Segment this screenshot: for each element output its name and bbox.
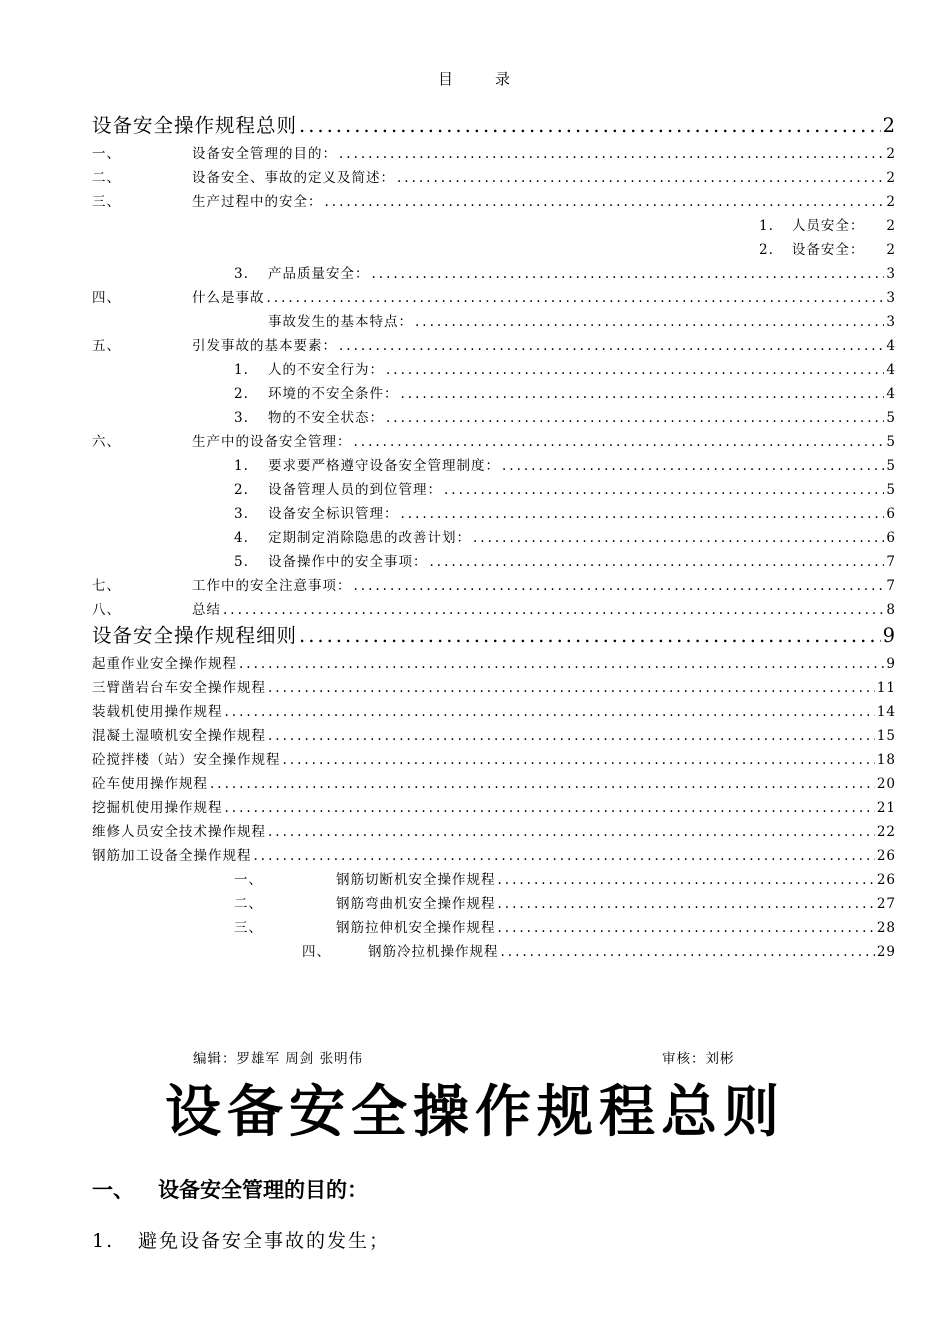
toc-leader-dots: [444, 482, 884, 498]
toc-entry-number: 一、: [92, 146, 121, 162]
toc-entry-number: 4.: [234, 530, 249, 546]
toc-entry-label: 工作中的安全注意事项：: [192, 578, 352, 594]
toc-entry-page: 20: [876, 776, 896, 792]
toc-leader-dots: [225, 704, 875, 720]
editors-line: 编辑：罗雄军 周剑 张明伟: [193, 1051, 364, 1067]
toc-entry-number: 3.: [234, 506, 249, 522]
toc-entry-label: 物的不安全状态：: [268, 410, 384, 426]
section-label: 设备安全管理的目的：: [158, 1178, 368, 1202]
toc-entry[interactable]: [92, 724, 896, 744]
toc-entry[interactable]: [92, 454, 896, 474]
toc-leader-dots: [401, 506, 885, 522]
toc-entry[interactable]: [92, 310, 896, 330]
toc-entry[interactable]: [92, 502, 896, 522]
toc-entry-label: 设备安全管理的目的：: [192, 146, 337, 162]
toc-entry-label: 砼车使用操作规程: [92, 776, 208, 792]
toc-entry-number: 1.: [759, 218, 774, 234]
toc-entry-page: 5: [886, 482, 896, 498]
toc-heading-right: 录: [495, 70, 513, 88]
toc-entry-label: 环境的不安全条件：: [268, 386, 399, 402]
toc-entry[interactable]: [92, 868, 896, 888]
toc-leader-dots: [268, 824, 875, 840]
toc-entry-page: 3: [886, 290, 896, 306]
toc-entry-page: 2: [886, 146, 896, 162]
toc-entry-label: 设备安全：: [791, 242, 865, 258]
toc-entry[interactable]: [92, 382, 896, 402]
toc-entry-label: 挖掘机使用操作规程: [92, 800, 223, 816]
toc-entry-label: 生产过程中的安全：: [192, 194, 323, 210]
toc-entry[interactable]: [92, 844, 896, 864]
list-item-1: [92, 1226, 390, 1253]
toc-leader-dots: [498, 920, 875, 936]
toc-entry-page: 7: [886, 554, 896, 570]
toc-entry-page: 4: [886, 386, 896, 402]
toc-entry-number: 一、: [234, 872, 263, 888]
toc-entry[interactable]: [92, 262, 896, 282]
toc-entry-number: 三、: [234, 920, 263, 936]
toc-leader-dots: [498, 896, 875, 912]
toc-heading-left: 目: [437, 70, 455, 88]
toc-entry-page: 8: [886, 602, 896, 618]
toc-entry-page: 5: [886, 458, 896, 474]
toc-leader-dots: [354, 578, 885, 594]
toc-entry[interactable]: [92, 620, 896, 648]
toc-leader-dots: [473, 530, 884, 546]
toc-entry-number: 2.: [759, 242, 774, 258]
toc-leader-dots: [299, 114, 881, 137]
toc-entry-page: 6: [886, 530, 896, 546]
toc-leader-dots: [268, 728, 875, 744]
toc-entry[interactable]: [92, 142, 896, 162]
toc-entry-page: 7: [886, 578, 896, 594]
toc-leader-dots: [223, 602, 884, 618]
toc-entry-label: 定期制定消除隐患的改善计划：: [268, 530, 471, 546]
toc-leader-dots: [239, 656, 884, 672]
main-title: 设备安全操作规程总则: [165, 1079, 785, 1145]
toc-entry-page: 2: [882, 114, 896, 137]
toc-leader-dots: [372, 266, 885, 282]
toc-entry-page: 15: [876, 728, 896, 744]
toc-entry-page: 4: [886, 338, 896, 354]
toc-entry-label: 钢筋切断机安全操作规程: [336, 872, 496, 888]
toc-leader-dots: [397, 170, 884, 186]
toc-entry-page: 11: [876, 680, 896, 696]
toc-entry-page: 14: [876, 704, 896, 720]
toc-entry-label: 引发事故的基本要素：: [192, 338, 337, 354]
toc-entry[interactable]: [92, 430, 896, 450]
toc-leader-dots: [267, 290, 885, 306]
toc-entry-label: 维修人员安全技术操作规程: [92, 824, 266, 840]
toc-leader-dots: [502, 458, 884, 474]
toc-leader-dots: [254, 848, 875, 864]
toc-leader-dots: [430, 554, 885, 570]
section-number: 一、: [92, 1178, 134, 1202]
toc-entry-page: 6: [886, 506, 896, 522]
toc-entry-label: 设备管理人员的到位管理：: [268, 482, 442, 498]
toc-entry-label: 设备安全标识管理：: [268, 506, 399, 522]
toc-entry[interactable]: [92, 334, 896, 354]
toc-entry-page: 2: [886, 194, 896, 210]
toc-entry-number: 四、: [92, 290, 121, 306]
toc-entry[interactable]: [92, 574, 896, 594]
toc-leader-dots: [283, 752, 875, 768]
toc-entry-label: 总结: [192, 602, 221, 618]
toc-entry[interactable]: [92, 748, 896, 768]
toc-entry-page: 4: [886, 362, 896, 378]
toc-entry[interactable]: [92, 940, 896, 960]
toc-entry-label: 产品质量安全：: [268, 266, 370, 282]
toc-entry-page: 21: [876, 800, 896, 816]
toc-entry-number: 二、: [92, 170, 121, 186]
toc-leader-dots: [339, 146, 884, 162]
toc-entry-page: 2: [886, 170, 896, 186]
toc-entry[interactable]: [92, 478, 896, 498]
toc-entry-number: 1.: [234, 458, 249, 474]
toc-entry[interactable]: [92, 892, 896, 912]
toc-entry[interactable]: [92, 652, 896, 672]
list-item-number: 1.: [92, 1230, 115, 1252]
toc-entry-page: 5: [886, 434, 896, 450]
toc-entry-number: 3.: [234, 410, 249, 426]
toc-entry-label: 设备操作中的安全事项：: [268, 554, 428, 570]
toc-leader-dots: [325, 194, 885, 210]
toc-entry-label: 混凝土湿喷机安全操作规程: [92, 728, 266, 744]
toc-entry[interactable]: [92, 214, 896, 234]
toc-entry-label: 钢筋拉伸机安全操作规程: [336, 920, 496, 936]
toc-entry-number: 七、: [92, 578, 121, 594]
toc-entry-page: 9: [886, 656, 896, 672]
toc-leader-dots: [225, 800, 875, 816]
toc-entry-label: 钢筋加工设备全操作规程: [92, 848, 252, 864]
toc-entry-label: 生产中的设备安全管理：: [192, 434, 352, 450]
toc-entry[interactable]: [92, 286, 896, 306]
toc-entry-label: 砼搅拌楼（站）安全操作规程: [92, 752, 281, 768]
toc-leader-dots: [501, 944, 875, 960]
reviewer-line: 审核：刘彬: [662, 1051, 735, 1067]
toc-entry-label: 钢筋弯曲机安全操作规程: [336, 896, 496, 912]
toc-entry-page: 18: [876, 752, 896, 768]
toc-entry-label: 装载机使用操作规程: [92, 704, 223, 720]
toc-entry-number: 四、: [302, 944, 331, 960]
toc-entry[interactable]: [92, 526, 896, 546]
toc-entry-label: 事故发生的基本特点：: [268, 314, 413, 330]
toc-entry-number: 5.: [234, 554, 249, 570]
toc-entry-label: 人员安全：: [791, 218, 865, 234]
toc-entry-number: 3.: [234, 266, 249, 282]
toc-entry[interactable]: [92, 110, 896, 138]
toc-entry-label: 三臂凿岩台车安全操作规程: [92, 680, 266, 696]
toc-entry-page: 5: [886, 410, 896, 426]
toc-leader-dots: [386, 362, 884, 378]
toc-entry-label: 什么是事故: [192, 290, 265, 306]
toc-leader-dots: [415, 314, 884, 330]
toc-entry-label: 设备安全操作规程细则: [92, 624, 298, 647]
toc-entry-label: 钢筋冷拉机操作规程: [368, 944, 499, 960]
toc-entry-page: 2: [886, 242, 896, 258]
list-item-text: 避免设备安全事故的发生；: [138, 1230, 391, 1252]
toc-entry-number: 三、: [92, 194, 121, 210]
toc-entry-number: 五、: [92, 338, 121, 354]
toc-entry-page: 9: [882, 624, 896, 647]
toc-entry[interactable]: [92, 676, 896, 696]
toc-entry-label: 要求要严格遵守设备安全管理制度：: [268, 458, 500, 474]
toc-entry-number: 2.: [234, 482, 249, 498]
toc-entry[interactable]: [92, 700, 896, 720]
toc-leader-dots: [386, 410, 884, 426]
toc-entry-number: 1.: [234, 362, 249, 378]
toc-entry[interactable]: [92, 598, 896, 618]
toc-entry-label: 人的不安全行为：: [268, 362, 384, 378]
toc-entry-number: 2.: [234, 386, 249, 402]
toc-entry-page: 29: [876, 944, 896, 960]
toc-entry-page: 2: [886, 218, 896, 234]
toc-entry-label: 起重作业安全操作规程: [92, 656, 237, 672]
toc-entry[interactable]: [92, 190, 896, 210]
toc-entry[interactable]: [92, 166, 896, 186]
toc-leader-dots: [210, 776, 875, 792]
toc-entry[interactable]: [92, 406, 896, 426]
toc-leader-dots: [498, 872, 875, 888]
toc-entry-label: 设备安全、事故的定义及简述：: [192, 170, 395, 186]
toc-entry-page: 26: [876, 848, 896, 864]
toc-entry-page: 28: [876, 920, 896, 936]
toc-heading: [0, 68, 950, 89]
toc-entry-page: 26: [876, 872, 896, 888]
toc-entry[interactable]: [92, 550, 896, 570]
toc-entry[interactable]: [92, 796, 896, 816]
toc-leader-dots: [401, 386, 885, 402]
toc-entry[interactable]: [92, 916, 896, 936]
toc-entry-page: 3: [886, 266, 896, 282]
toc-leader-dots: [268, 680, 875, 696]
toc-entry-page: 27: [876, 896, 896, 912]
toc-entry[interactable]: [92, 772, 896, 792]
toc-entry-number: 六、: [92, 434, 121, 450]
toc-leader-dots: [339, 338, 884, 354]
toc-leader-dots: [354, 434, 885, 450]
toc-entry[interactable]: [92, 820, 896, 840]
toc-entry-page: 22: [876, 824, 896, 840]
section-heading-1: [92, 1174, 368, 1204]
toc-entry[interactable]: [92, 238, 896, 258]
toc-entry-label: 设备安全操作规程总则: [92, 114, 298, 137]
toc-leader-dots: [299, 624, 881, 647]
toc-entry[interactable]: [92, 358, 896, 378]
toc-entry-page: 3: [886, 314, 896, 330]
toc-entry-number: 八、: [92, 602, 121, 618]
toc-entry-number: 二、: [234, 896, 263, 912]
